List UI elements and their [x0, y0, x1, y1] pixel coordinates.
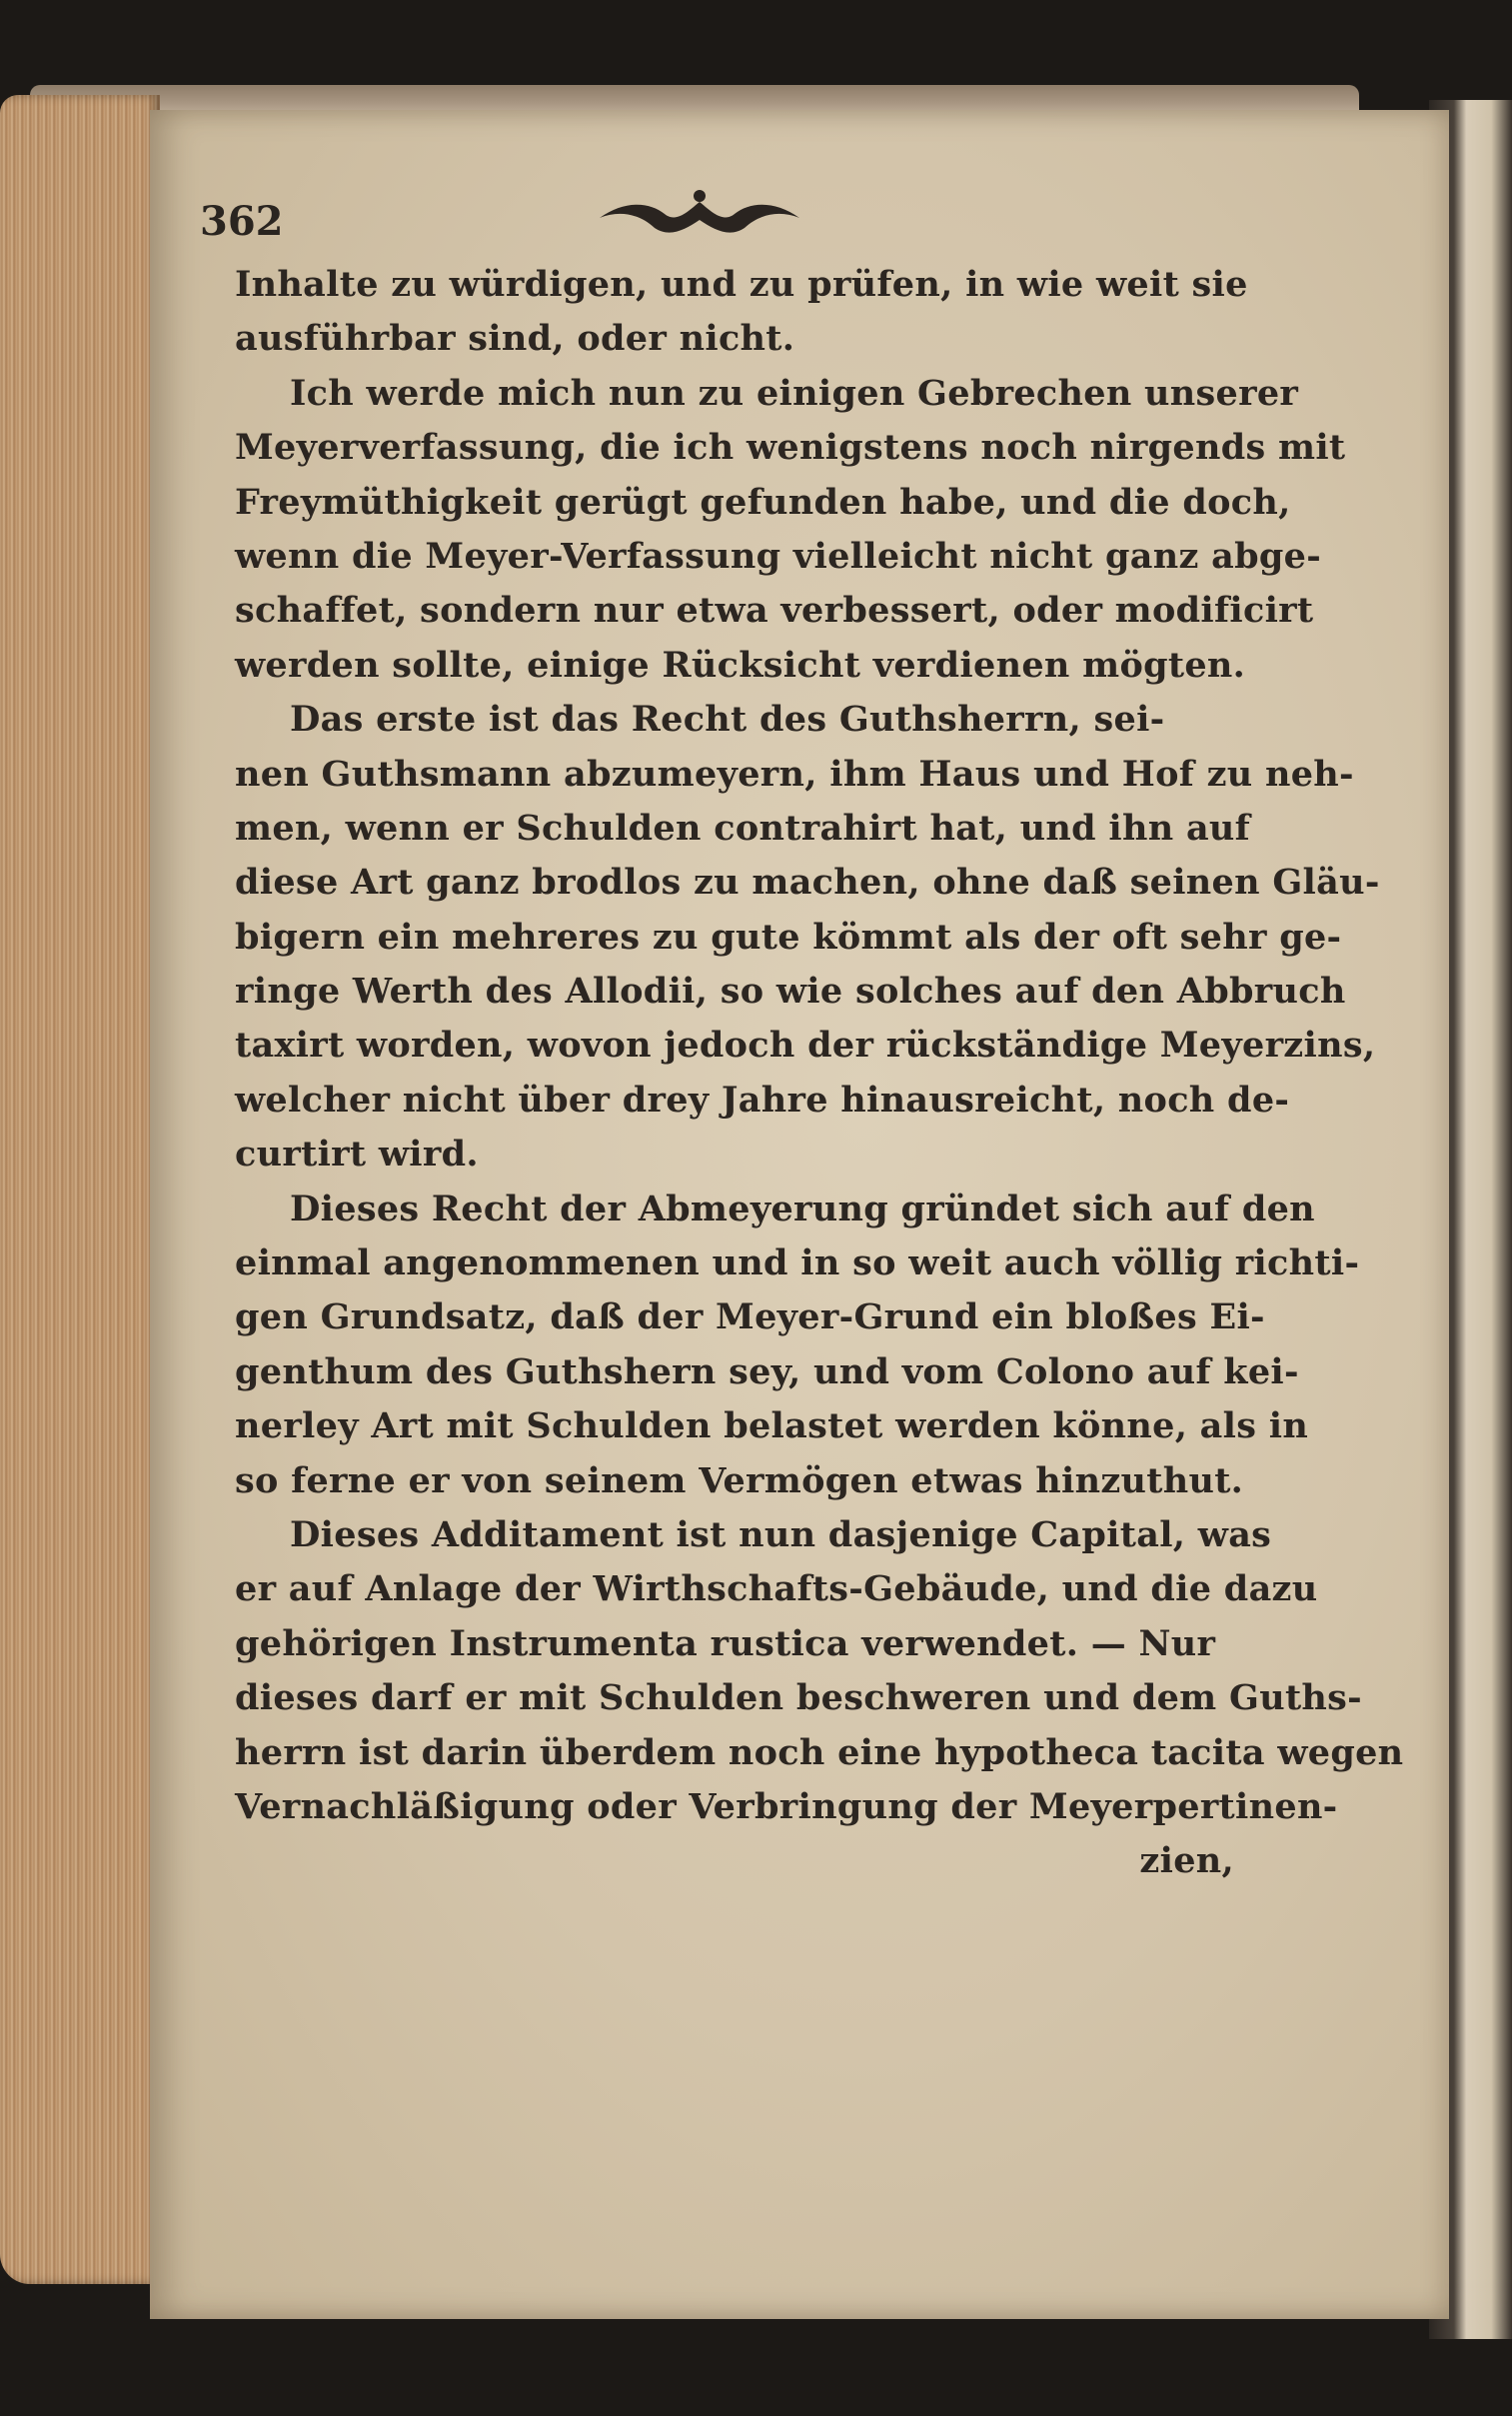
page-number: 362	[200, 198, 284, 245]
text-line: schaffet, sondern nur etwa verbessert, oder modificirt	[235, 590, 1314, 632]
text-line: curtirt wird.	[235, 1134, 479, 1176]
text-line: er auf Anlage der Wirthschafts-Gebäude, und die dazu	[235, 1568, 1318, 1610]
text-line: Das erste ist das Recht des Guthsherrn, sei-	[290, 699, 1165, 741]
text-line: Inhalte zu würdigen, und zu prüfen, in wie weit sie	[235, 264, 1248, 305]
text-line: gen Grundsatz, daß der Meyer-Grund ein bloßes Ei-	[235, 1296, 1265, 1338]
text-line: ringe Werth des Allodii, so wie solches auf den Abbruch	[235, 971, 1346, 1013]
text-line: Freymüthigkeit gerügt gefunden habe, und die doch,	[235, 481, 1291, 523]
text-line: ausführbar sind, oder nicht.	[235, 318, 795, 360]
book-page-edges	[0, 95, 160, 2284]
text-line: bigern ein mehreres zu gute kömmt als der oft sehr ge-	[235, 916, 1342, 958]
text-line: gehörigen Instrumenta rustica verwendet. — Nur	[235, 1622, 1216, 1664]
text-line: taxirt worden, wovon jedoch der rückständige Meyerzins,	[235, 1025, 1376, 1067]
text-line: Dieses Additament ist nun dasjenige Capital, was	[290, 1513, 1272, 1555]
body-text	[235, 258, 1404, 1889]
text-line: nerley Art mit Schulden belastet werden könne, als in	[235, 1405, 1309, 1447]
text-line: einmal angenommenen und in so weit auch völlig richti-	[235, 1242, 1360, 1284]
text-line: so ferne er von seinem Vermögen etwas hinzuthut.	[235, 1459, 1244, 1501]
text-line: wenn die Meyer-Verfassung vielleicht nicht ganz abge-	[235, 535, 1322, 577]
text-line: Vernachläßigung oder Verbringung der Meyerpertinen-	[235, 1785, 1338, 1827]
text-line: Meyerverfassung, die ich wenigstens noch nirgends mit	[235, 427, 1346, 469]
text-line: nen Guthsmann abzumeyern, ihm Haus und Hof zu neh-	[235, 753, 1354, 795]
text-line: dieses darf er mit Schulden beschweren und dem Guths-	[235, 1677, 1362, 1719]
text-line: welcher nicht über drey Jahre hinausreicht, noch de-	[235, 1079, 1290, 1121]
text-line: Dieses Recht der Abmeyerung gründet sich auf den	[290, 1188, 1315, 1229]
text-line: herrn ist darin überdem noch eine hypotheca tacita wegen	[235, 1731, 1404, 1773]
catchword: zien,	[1139, 1840, 1234, 1882]
printer-ornament-icon	[595, 180, 804, 250]
text-line: genthum des Guthshern sey, und vom Colono auf kei-	[235, 1350, 1299, 1392]
text-line: Ich werde mich nun zu einigen Gebrechen unserer	[290, 372, 1299, 414]
text-line: diese Art ganz brodlos zu machen, ohne daß seinen Gläu-	[235, 862, 1380, 904]
text-line: men, wenn er Schulden contrahirt hat, und ihn auf	[235, 807, 1251, 849]
text-line: werden sollte, einige Rücksicht verdienen mögten.	[235, 644, 1246, 686]
